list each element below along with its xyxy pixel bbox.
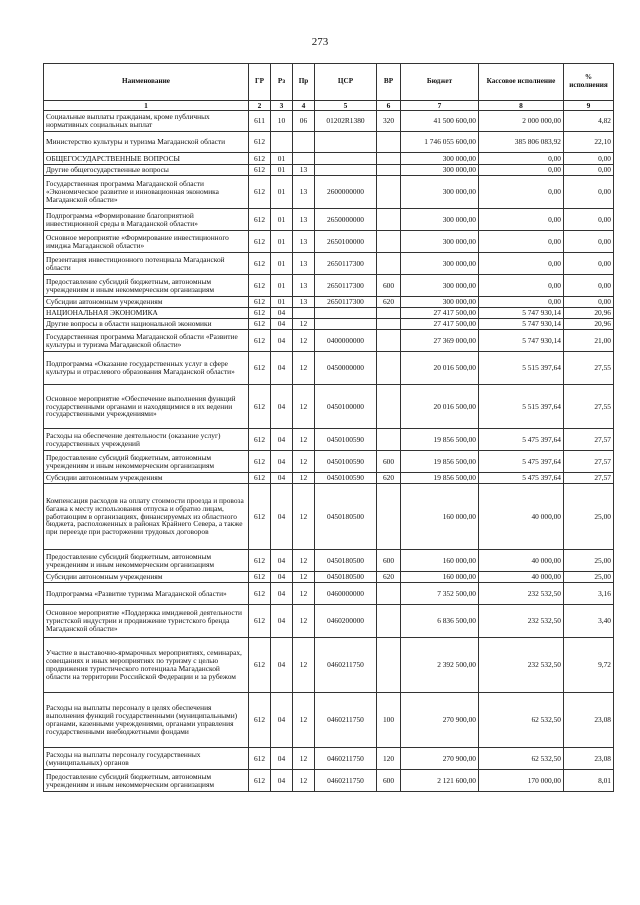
table-cell-csr: 0460200000	[315, 605, 377, 638]
table-cell-pct: 0,00	[564, 253, 614, 275]
table-cell-budget: 19 856 500,00	[401, 451, 479, 473]
table-cell-name: Другие общегосударственные вопросы	[44, 165, 249, 176]
table-cell-gr: 612	[249, 770, 271, 792]
table-cell-rz: 01	[271, 231, 293, 253]
table-cell-budget: 20 016 500,00	[401, 385, 479, 429]
table-cell-exec: 5 747 930,14	[479, 330, 564, 352]
table-cell-pct: 3,16	[564, 583, 614, 605]
table-cell-pr: 12	[293, 748, 315, 770]
table-cell-vr	[377, 583, 401, 605]
table-cell-pct: 8,01	[564, 770, 614, 792]
table-cell-name: Основное мероприятие «Формирование инвестиционного имиджа Магаданской области»	[44, 231, 249, 253]
column-number: 1	[44, 101, 249, 111]
header-gr: ГР	[249, 64, 271, 101]
table-cell-rz: 04	[271, 748, 293, 770]
table-cell-name: Расходы на обеспечение деятельности (оказание услуг) государственных учреждений	[44, 429, 249, 451]
table-cell-vr	[377, 605, 401, 638]
table-cell-pct: 4,82	[564, 111, 614, 132]
table-cell-rz: 01	[271, 176, 293, 209]
table-cell-pr: 13	[293, 297, 315, 308]
table-cell-gr: 612	[249, 231, 271, 253]
table-cell-name: Министерство культуры и туризма Магаданской области	[44, 132, 249, 153]
table-cell-pr: 12	[293, 429, 315, 451]
table-cell-pct: 0,00	[564, 165, 614, 176]
table-cell-csr: 0400000000	[315, 330, 377, 352]
header-csr: ЦСР	[315, 64, 377, 101]
table-cell-budget: 41 500 600,00	[401, 111, 479, 132]
table-cell-csr: 0450180500	[315, 484, 377, 550]
column-number: 8	[479, 101, 564, 111]
header-vr: ВР	[377, 64, 401, 101]
table-cell-exec: 2 000 000,00	[479, 111, 564, 132]
table-cell-name: Предоставление субсидий бюджетным, автономным учреждениям и иным некоммерческим организациям	[44, 770, 249, 792]
table-cell-budget: 270 900,00	[401, 748, 479, 770]
table-cell-rz: 04	[271, 693, 293, 748]
table-cell-exec: 0,00	[479, 176, 564, 209]
table-cell-budget: 19 856 500,00	[401, 429, 479, 451]
table-cell-exec: 5 475 397,64	[479, 473, 564, 484]
table-cell-vr	[377, 319, 401, 330]
table-cell-pct: 23,08	[564, 748, 614, 770]
table-cell-rz: 01	[271, 153, 293, 165]
table-cell-exec: 232 532,50	[479, 638, 564, 693]
table-cell-pr: 13	[293, 176, 315, 209]
column-number: 3	[271, 101, 293, 111]
table-cell-pr: 13	[293, 275, 315, 297]
table-cell-name: Основное мероприятие «Поддержка имиджевой деятельности туристской индустрии и продвижение туристского бренда Магаданской области»	[44, 605, 249, 638]
table-cell-vr	[377, 638, 401, 693]
table-cell-gr: 612	[249, 176, 271, 209]
table-cell-vr	[377, 429, 401, 451]
table-cell-vr	[377, 253, 401, 275]
table-cell-pr: 12	[293, 550, 315, 572]
table-cell-rz	[271, 132, 293, 153]
table-cell-name: Государственная программа Магаданской области «Развитие культуры и туризма Магаданской области»	[44, 330, 249, 352]
header-rz: Рз	[271, 64, 293, 101]
table-cell-vr	[377, 308, 401, 319]
table-cell-exec: 62 532,50	[479, 748, 564, 770]
table-cell-name: Подпрограмма «Развитие туризма Магаданской области»	[44, 583, 249, 605]
table-cell-exec: 40 000,00	[479, 550, 564, 572]
table-cell-gr: 612	[249, 385, 271, 429]
table-cell-pct: 25,00	[564, 572, 614, 583]
table-cell-pct: 27,57	[564, 473, 614, 484]
table-cell-exec: 40 000,00	[479, 484, 564, 550]
table-cell-gr: 612	[249, 352, 271, 385]
table-cell-csr: 01202R1380	[315, 111, 377, 132]
table-cell-csr	[315, 132, 377, 153]
table-cell-rz: 04	[271, 583, 293, 605]
table-cell-pr	[293, 132, 315, 153]
table-row	[44, 693, 614, 748]
table-cell-gr: 612	[249, 165, 271, 176]
table-row	[44, 429, 614, 451]
table-cell-pct: 23,08	[564, 693, 614, 748]
table-cell-pct: 0,00	[564, 231, 614, 253]
table-cell-pr: 12	[293, 638, 315, 693]
table-cell-gr: 612	[249, 451, 271, 473]
header-row	[44, 64, 614, 101]
table-cell-gr: 612	[249, 473, 271, 484]
table-cell-gr: 612	[249, 605, 271, 638]
table-cell-rz: 01	[271, 165, 293, 176]
table-cell-vr	[377, 352, 401, 385]
table-cell-name: Презентация инвестиционного потенциала Магаданской области	[44, 253, 249, 275]
table-row	[44, 165, 614, 176]
table-cell-budget: 300 000,00	[401, 253, 479, 275]
table-cell-pr: 12	[293, 352, 315, 385]
table-cell-gr: 612	[249, 275, 271, 297]
table-cell-gr: 611	[249, 111, 271, 132]
table-cell-exec: 170 000,00	[479, 770, 564, 792]
table-cell-rz: 10	[271, 111, 293, 132]
table-cell-budget: 300 000,00	[401, 153, 479, 165]
table-row	[44, 583, 614, 605]
table-row	[44, 319, 614, 330]
table-cell-pr: 13	[293, 209, 315, 231]
table-cell-budget: 1 746 055 600,00	[401, 132, 479, 153]
table-cell-name: Предоставление субсидий бюджетным, автономным учреждениям и иным некоммерческим организациям	[44, 451, 249, 473]
table-cell-rz: 04	[271, 473, 293, 484]
table-cell-pr: 06	[293, 111, 315, 132]
table-row	[44, 352, 614, 385]
table-cell-vr	[377, 209, 401, 231]
table-cell-rz: 04	[271, 770, 293, 792]
table-cell-gr: 612	[249, 319, 271, 330]
header-pct: % исполнения	[564, 64, 614, 101]
table-row	[44, 253, 614, 275]
table-cell-name: Другие вопросы в области национальной экономики	[44, 319, 249, 330]
column-number: 5	[315, 101, 377, 111]
table-cell-exec: 0,00	[479, 231, 564, 253]
table-row	[44, 605, 614, 638]
table-row	[44, 153, 614, 165]
table-row	[44, 330, 614, 352]
table-cell-pct: 0,00	[564, 209, 614, 231]
table-cell-vr	[377, 385, 401, 429]
table-cell-csr: 2650000000	[315, 209, 377, 231]
table-cell-pct: 9,72	[564, 638, 614, 693]
table-cell-pr: 12	[293, 330, 315, 352]
header-budget: Бюджет	[401, 64, 479, 101]
table-cell-rz: 04	[271, 638, 293, 693]
table-cell-csr: 2650117300	[315, 275, 377, 297]
table-cell-pr: 12	[293, 319, 315, 330]
column-number: 2	[249, 101, 271, 111]
column-number: 7	[401, 101, 479, 111]
table-cell-vr: 320	[377, 111, 401, 132]
table-cell-csr	[315, 165, 377, 176]
table-cell-exec: 5 747 930,14	[479, 319, 564, 330]
table-cell-gr: 612	[249, 748, 271, 770]
table-cell-rz: 04	[271, 484, 293, 550]
table-cell-pct: 20,96	[564, 319, 614, 330]
table-cell-rz: 04	[271, 605, 293, 638]
table-cell-gr: 612	[249, 484, 271, 550]
table-cell-exec: 5 475 397,64	[479, 451, 564, 473]
table-cell-csr: 2650117300	[315, 297, 377, 308]
table-row	[44, 473, 614, 484]
table-cell-csr	[315, 319, 377, 330]
table-cell-vr: 120	[377, 748, 401, 770]
table-cell-vr: 600	[377, 275, 401, 297]
table-row	[44, 308, 614, 319]
table-cell-csr: 0450100000	[315, 385, 377, 429]
table-cell-pct: 0,00	[564, 176, 614, 209]
table-cell-budget: 300 000,00	[401, 165, 479, 176]
table-cell-csr: 0460211750	[315, 693, 377, 748]
table-cell-exec: 5 747 930,14	[479, 308, 564, 319]
table-cell-rz: 04	[271, 330, 293, 352]
table-cell-pct: 27,57	[564, 451, 614, 473]
table-cell-pr: 13	[293, 165, 315, 176]
table-cell-name: Предоставление субсидий бюджетным, автономным учреждениям и иным некоммерческим организациям	[44, 275, 249, 297]
table-cell-csr: 0450100590	[315, 429, 377, 451]
table-cell-pct: 27,55	[564, 385, 614, 429]
table-cell-pct: 0,00	[564, 153, 614, 165]
table-cell-budget: 300 000,00	[401, 231, 479, 253]
table-cell-exec: 385 806 083,92	[479, 132, 564, 153]
table-cell-gr: 612	[249, 209, 271, 231]
table-cell-vr: 620	[377, 473, 401, 484]
table-cell-name: Подпрограмма «Формирование благоприятной инвестиционной среды в Магаданской области»	[44, 209, 249, 231]
table-cell-pr	[293, 153, 315, 165]
table-cell-gr: 612	[249, 330, 271, 352]
table-cell-budget: 20 016 500,00	[401, 352, 479, 385]
table-cell-vr	[377, 231, 401, 253]
table-cell-name: Расходы на выплаты персоналу государственных (муниципальных) органов	[44, 748, 249, 770]
table-cell-exec: 0,00	[479, 209, 564, 231]
table-cell-name: Социальные выплаты гражданам, кроме публичных нормативных социальных выплат	[44, 111, 249, 132]
table-cell-exec: 232 532,50	[479, 605, 564, 638]
table-cell-budget: 300 000,00	[401, 297, 479, 308]
table-cell-exec: 0,00	[479, 165, 564, 176]
table-cell-budget: 2 121 600,00	[401, 770, 479, 792]
table-cell-pr: 12	[293, 451, 315, 473]
table-cell-pct: 20,96	[564, 308, 614, 319]
table-cell-exec: 5 515 397,64	[479, 352, 564, 385]
table-cell-exec: 0,00	[479, 275, 564, 297]
table-cell-pr: 12	[293, 583, 315, 605]
table-cell-rz: 04	[271, 319, 293, 330]
table-cell-csr: 0450100590	[315, 451, 377, 473]
table-cell-rz: 04	[271, 550, 293, 572]
table-cell-vr	[377, 484, 401, 550]
table-cell-pct: 27,57	[564, 429, 614, 451]
column-number: 6	[377, 101, 401, 111]
table-cell-vr	[377, 153, 401, 165]
table-cell-budget: 7 352 500,00	[401, 583, 479, 605]
table-cell-rz: 01	[271, 297, 293, 308]
table-cell-name: Государственная программа Магаданской области «Экономическое развитие и инновационная экономика Магаданской области»	[44, 176, 249, 209]
table-cell-pct: 25,00	[564, 550, 614, 572]
table-cell-csr: 2600000000	[315, 176, 377, 209]
table-row	[44, 275, 614, 297]
table-cell-budget: 27 417 500,00	[401, 319, 479, 330]
table-cell-gr: 612	[249, 550, 271, 572]
table-cell-gr: 612	[249, 572, 271, 583]
table-cell-name: Субсидии автономным учреждениям	[44, 297, 249, 308]
table-cell-rz: 04	[271, 385, 293, 429]
table-row	[44, 132, 614, 153]
header-exec: Кассовое исполнение	[479, 64, 564, 101]
table-cell-budget: 160 000,00	[401, 484, 479, 550]
table-cell-name: Предоставление субсидий бюджетным, автономным учреждениям и иным некоммерческим организациям	[44, 550, 249, 572]
table-cell-csr: 2650100000	[315, 231, 377, 253]
table-cell-gr: 612	[249, 308, 271, 319]
table-cell-pct: 0,00	[564, 297, 614, 308]
table-cell-pct: 25,00	[564, 484, 614, 550]
table-row	[44, 231, 614, 253]
table-cell-exec: 232 532,50	[479, 583, 564, 605]
table-cell-pr: 12	[293, 572, 315, 583]
table-cell-budget: 160 000,00	[401, 572, 479, 583]
table-row	[44, 550, 614, 572]
table-cell-pct: 27,55	[564, 352, 614, 385]
table-cell-pct: 0,00	[564, 275, 614, 297]
table-cell-budget: 300 000,00	[401, 209, 479, 231]
table-cell-csr: 0460000000	[315, 583, 377, 605]
budget-table	[43, 63, 614, 792]
table-cell-pr: 13	[293, 253, 315, 275]
table-cell-gr: 612	[249, 693, 271, 748]
table-cell-rz: 04	[271, 429, 293, 451]
table-cell-csr: 0450180500	[315, 550, 377, 572]
table-cell-name: Субсидии автономным учреждениям	[44, 572, 249, 583]
table-cell-name: Субсидии автономным учреждениям	[44, 473, 249, 484]
table-cell-gr: 612	[249, 132, 271, 153]
column-number: 9	[564, 101, 614, 111]
table-row	[44, 572, 614, 583]
table-cell-pct: 3,40	[564, 605, 614, 638]
table-cell-rz: 04	[271, 572, 293, 583]
table-cell-csr: 2650117300	[315, 253, 377, 275]
table-cell-rz: 01	[271, 275, 293, 297]
header-name: Наименование	[44, 64, 249, 101]
table-cell-csr: 0450180500	[315, 572, 377, 583]
table-row	[44, 176, 614, 209]
table-cell-gr: 612	[249, 583, 271, 605]
table-cell-name: Подпрограмма «Оказание государственных услуг в сфере культуры и отраслевого образования Магаданской области»	[44, 352, 249, 385]
table-row	[44, 209, 614, 231]
table-cell-vr	[377, 132, 401, 153]
table-cell-gr: 612	[249, 253, 271, 275]
table-cell-budget: 2 392 500,00	[401, 638, 479, 693]
table-cell-rz: 01	[271, 209, 293, 231]
table-cell-gr: 612	[249, 429, 271, 451]
table-row	[44, 451, 614, 473]
column-number: 4	[293, 101, 315, 111]
table-cell-csr	[315, 308, 377, 319]
table-cell-name: Основное мероприятие «Обеспечение выполнения функций государственными органами и находящимися в их ведении государственными учреждениями»	[44, 385, 249, 429]
table-row	[44, 484, 614, 550]
table-row	[44, 385, 614, 429]
table-cell-vr: 600	[377, 550, 401, 572]
table-cell-vr: 600	[377, 770, 401, 792]
table-cell-csr: 0460211750	[315, 770, 377, 792]
table-cell-pct: 21,00	[564, 330, 614, 352]
table-row	[44, 638, 614, 693]
table-cell-vr	[377, 165, 401, 176]
table-body	[44, 111, 614, 792]
column-number-row	[44, 101, 614, 111]
table-cell-exec: 40 000,00	[479, 572, 564, 583]
table-cell-csr: 0450100590	[315, 473, 377, 484]
table-cell-csr: 0460211750	[315, 748, 377, 770]
table-cell-budget: 160 000,00	[401, 550, 479, 572]
table-cell-pr: 12	[293, 770, 315, 792]
table-cell-csr: 0460211750	[315, 638, 377, 693]
table-cell-vr	[377, 176, 401, 209]
table-cell-name: Участие в выставочно-ярмарочных мероприятиях, семинарах, совещаниях и иных мероприятиях по туризму с целью продвижения туристического потенциала Магаданской области на территории Российской Федерации и за рубежом	[44, 638, 249, 693]
table-cell-gr: 612	[249, 638, 271, 693]
table-cell-pr: 12	[293, 605, 315, 638]
header-pr: Пр	[293, 64, 315, 101]
table-cell-name: Расходы на выплаты персоналу в целях обеспечения выполнения функций государственными (муниципальными) органами, казенными учреждениями, органами управления государственными внебюджетными фондами	[44, 693, 249, 748]
table-cell-vr: 620	[377, 297, 401, 308]
table-cell-exec: 0,00	[479, 297, 564, 308]
table-row	[44, 297, 614, 308]
table-row	[44, 770, 614, 792]
table-cell-pct: 22,10	[564, 132, 614, 153]
table-cell-name: ОБЩЕГОСУДАРСТВЕННЫЕ ВОПРОСЫ	[44, 153, 249, 165]
table-cell-gr: 612	[249, 153, 271, 165]
table-cell-budget: 300 000,00	[401, 275, 479, 297]
table-cell-csr	[315, 153, 377, 165]
table-row	[44, 111, 614, 132]
table-cell-exec: 0,00	[479, 253, 564, 275]
table-cell-pr: 12	[293, 693, 315, 748]
table-cell-pr: 12	[293, 385, 315, 429]
page-number: 273	[311, 36, 329, 48]
table-cell-name: Компенсация расходов на оплату стоимости проезда и провоза багажа к месту использования отпуска и обратно лицам, работающим в организациях, финансируемых из областного бюджета, расположенных в районах Крайнего Севера, а также при переезде при расторжении трудовых договоров	[44, 484, 249, 550]
table-cell-gr: 612	[249, 297, 271, 308]
table-row	[44, 748, 614, 770]
table-cell-name: НАЦИОНАЛЬНАЯ ЭКОНОМИКА	[44, 308, 249, 319]
table-cell-exec: 62 532,50	[479, 693, 564, 748]
table-cell-pr: 13	[293, 231, 315, 253]
table-cell-budget: 6 836 500,00	[401, 605, 479, 638]
table-cell-budget: 27 417 500,00	[401, 308, 479, 319]
table-cell-vr: 600	[377, 451, 401, 473]
table-cell-vr	[377, 330, 401, 352]
table-cell-exec: 5 475 397,64	[479, 429, 564, 451]
table-cell-budget: 270 900,00	[401, 693, 479, 748]
table-cell-pr: 12	[293, 473, 315, 484]
table-cell-rz: 04	[271, 308, 293, 319]
table-cell-rz: 04	[271, 451, 293, 473]
table-cell-vr: 100	[377, 693, 401, 748]
table-cell-exec: 5 515 397,64	[479, 385, 564, 429]
table-cell-pr	[293, 308, 315, 319]
table-cell-rz: 01	[271, 253, 293, 275]
table-cell-budget: 27 369 000,00	[401, 330, 479, 352]
table-cell-vr: 620	[377, 572, 401, 583]
table-cell-budget: 19 856 500,00	[401, 473, 479, 484]
table-cell-pr: 12	[293, 484, 315, 550]
table-cell-budget: 300 000,00	[401, 176, 479, 209]
table-cell-exec: 0,00	[479, 153, 564, 165]
table-cell-csr: 0450000000	[315, 352, 377, 385]
table-cell-rz: 04	[271, 352, 293, 385]
